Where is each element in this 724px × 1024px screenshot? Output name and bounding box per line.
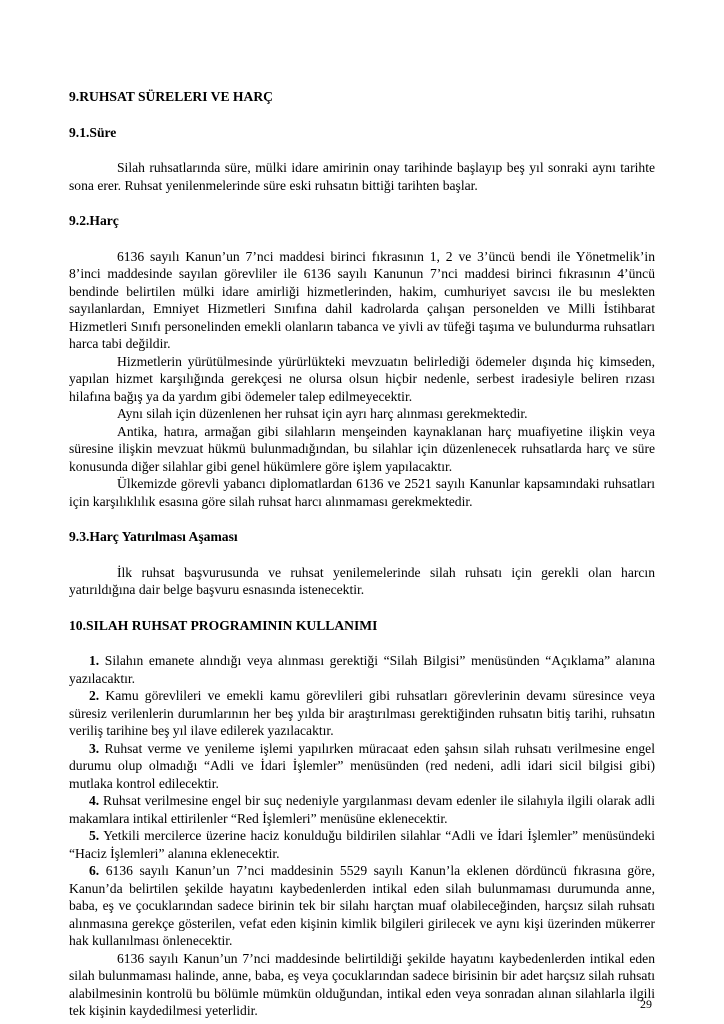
section-10-heading: 10.SILAH RUHSAT PROGRAMININ KULLANIMI [69,617,378,633]
section-9-3-paragraph: İlk ruhsat başvurusunda ve ruhsat yenilemelerinde silah ruhsatı için gerekli olan harcın yatırıldığına dair belge başvuru esnasında istenecektir. [69,564,655,597]
list-item-number: 1. [89,653,100,668]
list-item-number: 4. [89,793,100,808]
list-item [69,652,655,687]
section-9-heading: 9.RUHSAT SÜRELERI VE HARÇ [69,89,273,104]
list-item-text: Silahın emanete alındığı veya alınması gerektiği “Silah Bilgisi” menüsünden “Açıklama” alanına yazılacaktır. [69,653,655,686]
list-item-text: 6136 sayılı Kanun’un 7’nci maddesinin 5529 sayılı Kanun’la eklenen dördüncü fıkrasına göre, Kanun’da belirtilen şekilde hayatını kaybedenlerden intikal eden silah bulunmaması durumunda anne, baba, eş ve çocuklarından sadece birinin tek bir silahı harçtan muaf olabileceğinden, harçsız silah ruhsatı alınmasına gerekçe gösterilen, vefat eden kişinin kimlik bilgileri girilecek ve aynı kişi üzerinden mükerrer hak kullanılması önlenecektir. [69,863,655,948]
section-9-1-heading: 9.1.Süre [69,124,117,140]
list-item [69,740,655,793]
list-item-number: 5. [89,828,100,843]
numbered-list [69,652,655,1020]
page-number: 29 [640,997,652,1011]
section-9-1-paragraph: Silah ruhsatlarında süre, mülki idare amirinin onay tarihinde başlayıp beş yıl sonraki aynı tarihte sona erer. Ruhsat yenilenmelerinde süre eski ruhsatın bittiği tarihten başlar. [69,160,655,193]
list-item-text: Yetkili mercilerce üzerine haciz konulduğu bildirilen silahlar “Adli ve İdari İşlemler” menüsündeki “Haciz İşlemleri” alanına eklenecektir. [69,828,655,861]
list-item-number: 6. [89,863,100,878]
section-9-2-paragraph: Ülkemizde görevli yabancı diplomatlardan 6136 ve 2521 sayılı Kanunlar kapsamındaki ruhsatları için karşılıklılık esasına göre silah ruhsat harcı alınmaması gerekmektedir. [69,476,655,509]
list-item-text: Ruhsat verilmesine engel bir suç nedeniyle yargılanması devam edenler ile silahıyla ilgili olarak adli makamlara intikal ettirilenler “Red İşlemleri” menüsüne eklenecektir. [69,793,655,826]
section-9-3-heading: 9.3.Harç Yatırılması Aşaması [69,529,238,544]
section-9-2-paragraph: Antika, hatıra, armağan gibi silahların menşeinden kaynaklanan harç muafiyetine ilişkin veya süresine ilişkin mevzuat hükmü bulunmadığından, bu silahlar için düzenlenecek ruhsatlarda harç ve süre konusunda diğer silahlar gibi genel hükümlere göre işlem yapılacaktır. [69,423,655,474]
list-item-number: 3. [89,740,100,756]
section-9-2-paragraph: Aynı silah için düzenlenen her ruhsat için ayrı harç alınması gerekmektedir. [117,406,528,421]
section-9-2-paragraph: Hizmetlerin yürütülmesinde yürürlükteki mevzuatın belirlediği ödemeler dışında hiç kimseden, yapılan hizmet karşılığında gerekçesi ne olursa olsun hiçbir nedenle, serbest iradesiyle beliren rızası hilafına bağış ya da yardım gibi ödemeler talep edilmeyecektir. [69,353,655,404]
list-item [69,827,655,862]
list-item-text: Ruhsat verme ve yenileme işlemi yapılırken müracaat eden şahsın silah ruhsatı verilmesine engel durumu olup olmadığı “Adli ve İdari İşlemler” menüsünden (red nedeni, adli idari sicil bilgisi gibi) mutlaka kontrol edilecektir. [69,740,655,791]
list-item-number: 2. [89,688,100,703]
list-item [69,792,655,827]
closing-paragraph: 6136 sayılı Kanun’un 7’nci maddesinde belirtildiği şekilde hayatını kaybedenlerden intikal eden silah bulunmaması halinde, anne, baba, eş veya çocuklarından sadece birisinin bir adet harçsız silah ruhsatı alabilmesinin kontrolü bu bölümle mümkün olduğundan, intikal eden veya sonradan alınan silahlarla ilgili tek kişinin kaydedilmesi yeterlidir. [69,950,655,1018]
document-page [69,88,655,1020]
section-9-2-heading: 9.2.Harç [69,213,119,228]
list-item [69,687,655,740]
section-9-2-paragraph: 6136 sayılı Kanun’un 7’nci maddesi birinci fıkrasının 1, 2 ve 3’üncü bendi ile Yönetmelik’in 8’inci maddesinde sayılan görevliler ile 6136 sayılı Kanunun 7’nci maddesi birinci fıkrasının 4’üncü bendinde belirtilen mülki idare amirliği hizmetlerinden, hakim, cumhuriyet savcısı ile bu meslekten sayılanlardan, Emniyet Hizmetleri Sınıfına dahil kadrolarda çalışan personelden ve Milli İstihbarat Hizmetleri Sınıfı personelinden emekli olanların tabanca ve yivli av tüfeği taşıma ve bulundurma ruhsatları harca tabi değildir. [69,248,655,351]
list-item [69,862,655,950]
list-item-text: Kamu görevlileri ve emekli kamu görevlileri gibi ruhsatları görevlerinin devamı süresince veya süresiz verilenlerin durumlarının her beş yılda bir araştırılması gerektiğinden ruhsatın bitiş tarihi, ruhsatın veriliş tarihine beş yıl ilave edilerek yazılacaktır. [69,688,655,738]
